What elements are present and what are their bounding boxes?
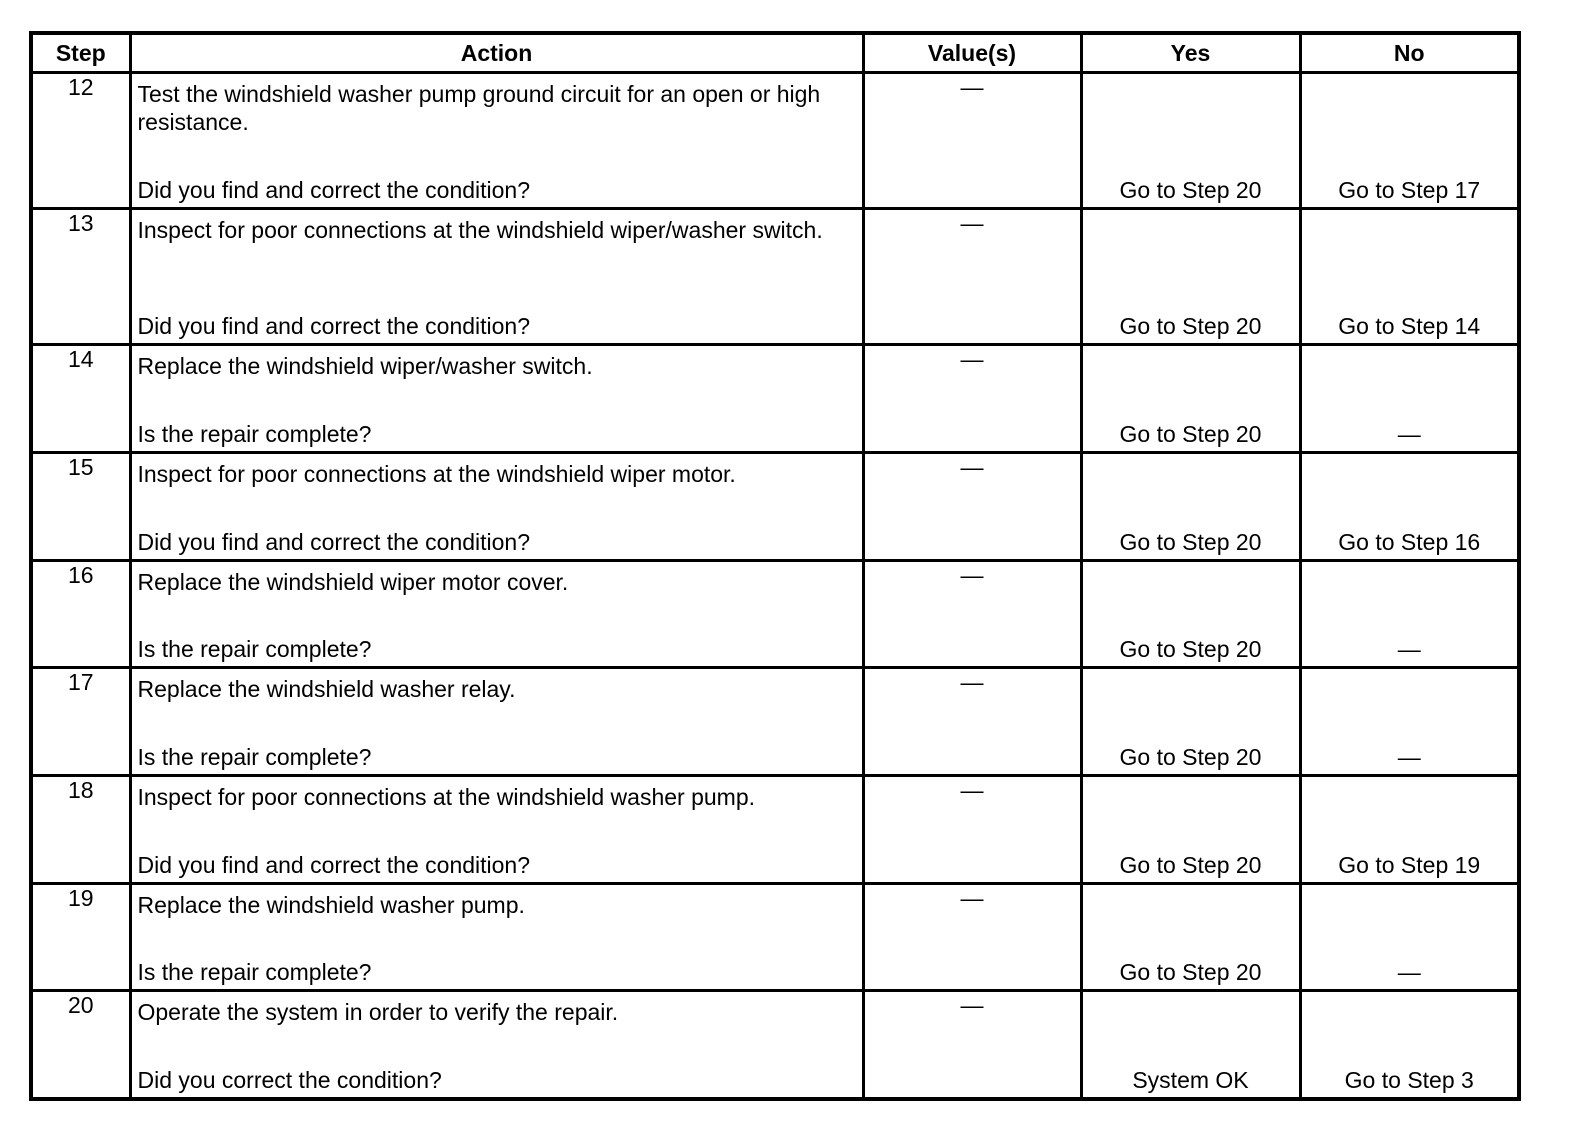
action-question: Did you find and correct the condition? <box>137 177 531 204</box>
yes-result: Go to Step 20 <box>1119 743 1262 770</box>
step-number: 17 <box>31 668 130 776</box>
action-question: Did you find and correct the condition? <box>137 313 531 340</box>
action-question: Did you find and correct the condition? <box>137 528 531 555</box>
action-cell <box>130 883 863 991</box>
no-cell <box>1300 991 1519 1099</box>
yes-cell <box>1081 991 1300 1099</box>
step-number: 20 <box>31 991 130 1099</box>
no-cell <box>1300 73 1519 209</box>
yes-cell <box>1081 883 1300 991</box>
action-instruction: Replace the windshield wiper/washer switch. <box>137 353 593 380</box>
table-row <box>31 73 1519 209</box>
no-cell <box>1300 883 1519 991</box>
diagnostic-table <box>29 31 1521 1101</box>
action-question: Is the repair complete? <box>137 636 372 663</box>
yes-cell <box>1081 775 1300 883</box>
no-cell <box>1300 560 1519 668</box>
step-number: 16 <box>31 560 130 668</box>
header-yes: Yes <box>1081 33 1300 73</box>
yes-result: Go to Step 20 <box>1119 177 1262 204</box>
action-cell <box>130 345 863 453</box>
yes-result: Go to Step 20 <box>1119 959 1262 986</box>
no-cell <box>1300 775 1519 883</box>
step-number: 15 <box>31 452 130 560</box>
action-cell <box>130 560 863 668</box>
action-instruction: Operate the system in order to verify the repair. <box>137 999 619 1026</box>
no-result: — <box>1397 743 1421 770</box>
yes-cell <box>1081 73 1300 209</box>
action-instruction: Test the windshield washer pump ground circuit for an open or high resistance. <box>137 81 821 135</box>
action-instruction: Replace the windshield washer relay. <box>137 676 516 703</box>
action-cell <box>130 775 863 883</box>
table-row <box>31 883 1519 991</box>
no-result: — <box>1397 636 1421 663</box>
action-cell <box>130 73 863 209</box>
action-cell <box>130 452 863 560</box>
table-row <box>31 668 1519 776</box>
value-cell: — <box>863 668 1081 776</box>
no-result: Go to Step 17 <box>1338 177 1481 204</box>
table-row <box>31 452 1519 560</box>
header-action: Action <box>130 33 863 73</box>
value-cell: — <box>863 209 1081 345</box>
table-row <box>31 775 1519 883</box>
yes-cell <box>1081 452 1300 560</box>
value-cell: — <box>863 560 1081 668</box>
yes-result: System OK <box>1132 1067 1249 1093</box>
yes-result: Go to Step 20 <box>1119 851 1262 878</box>
table-row <box>31 560 1519 668</box>
action-question: Did you find and correct the condition? <box>137 851 531 878</box>
yes-result: Go to Step 20 <box>1119 420 1262 447</box>
step-number: 19 <box>31 883 130 991</box>
action-cell <box>130 668 863 776</box>
no-result: Go to Step 19 <box>1338 851 1481 878</box>
no-cell <box>1300 209 1519 345</box>
table-row <box>31 209 1519 345</box>
action-instruction: Replace the windshield wiper motor cover. <box>137 568 569 595</box>
action-question: Is the repair complete? <box>137 959 372 986</box>
table-row <box>31 991 1519 1099</box>
action-instruction: Inspect for poor connections at the windshield washer pump. <box>137 783 756 810</box>
value-cell: — <box>863 452 1081 560</box>
yes-result: Go to Step 20 <box>1119 528 1262 555</box>
no-result: — <box>1397 959 1421 986</box>
no-result: Go to Step 16 <box>1338 528 1481 555</box>
step-number: 18 <box>31 775 130 883</box>
yes-result: Go to Step 20 <box>1119 636 1262 663</box>
action-instruction: Inspect for poor connections at the windshield wiper/washer switch. <box>137 217 823 244</box>
action-instruction: Replace the windshield washer pump. <box>137 891 525 918</box>
no-cell <box>1300 452 1519 560</box>
yes-result: Go to Step 20 <box>1119 313 1262 340</box>
table-row <box>31 345 1519 453</box>
step-number: 14 <box>31 345 130 453</box>
value-cell: — <box>863 883 1081 991</box>
no-result: Go to Step 14 <box>1338 313 1481 340</box>
header-values: Value(s) <box>863 33 1081 73</box>
action-cell <box>130 991 863 1099</box>
yes-cell <box>1081 345 1300 453</box>
no-cell <box>1300 345 1519 453</box>
value-cell: — <box>863 991 1081 1099</box>
value-cell: — <box>863 73 1081 209</box>
yes-cell <box>1081 668 1300 776</box>
table-header-row <box>31 33 1519 73</box>
action-cell <box>130 209 863 345</box>
no-cell <box>1300 668 1519 776</box>
action-instruction: Inspect for poor connections at the windshield wiper motor. <box>137 460 736 487</box>
header-no: No <box>1300 33 1519 73</box>
step-number: 12 <box>31 73 130 209</box>
diagnostic-table-container <box>29 31 1517 1101</box>
value-cell: — <box>863 775 1081 883</box>
no-result: Go to Step 3 <box>1344 1067 1474 1093</box>
action-question: Is the repair complete? <box>137 743 372 770</box>
header-step: Step <box>31 33 130 73</box>
step-number: 13 <box>31 209 130 345</box>
action-question: Did you correct the condition? <box>137 1067 442 1093</box>
yes-cell <box>1081 560 1300 668</box>
value-cell: — <box>863 345 1081 453</box>
yes-cell <box>1081 209 1300 345</box>
action-question: Is the repair complete? <box>137 420 372 447</box>
no-result: — <box>1397 420 1421 447</box>
